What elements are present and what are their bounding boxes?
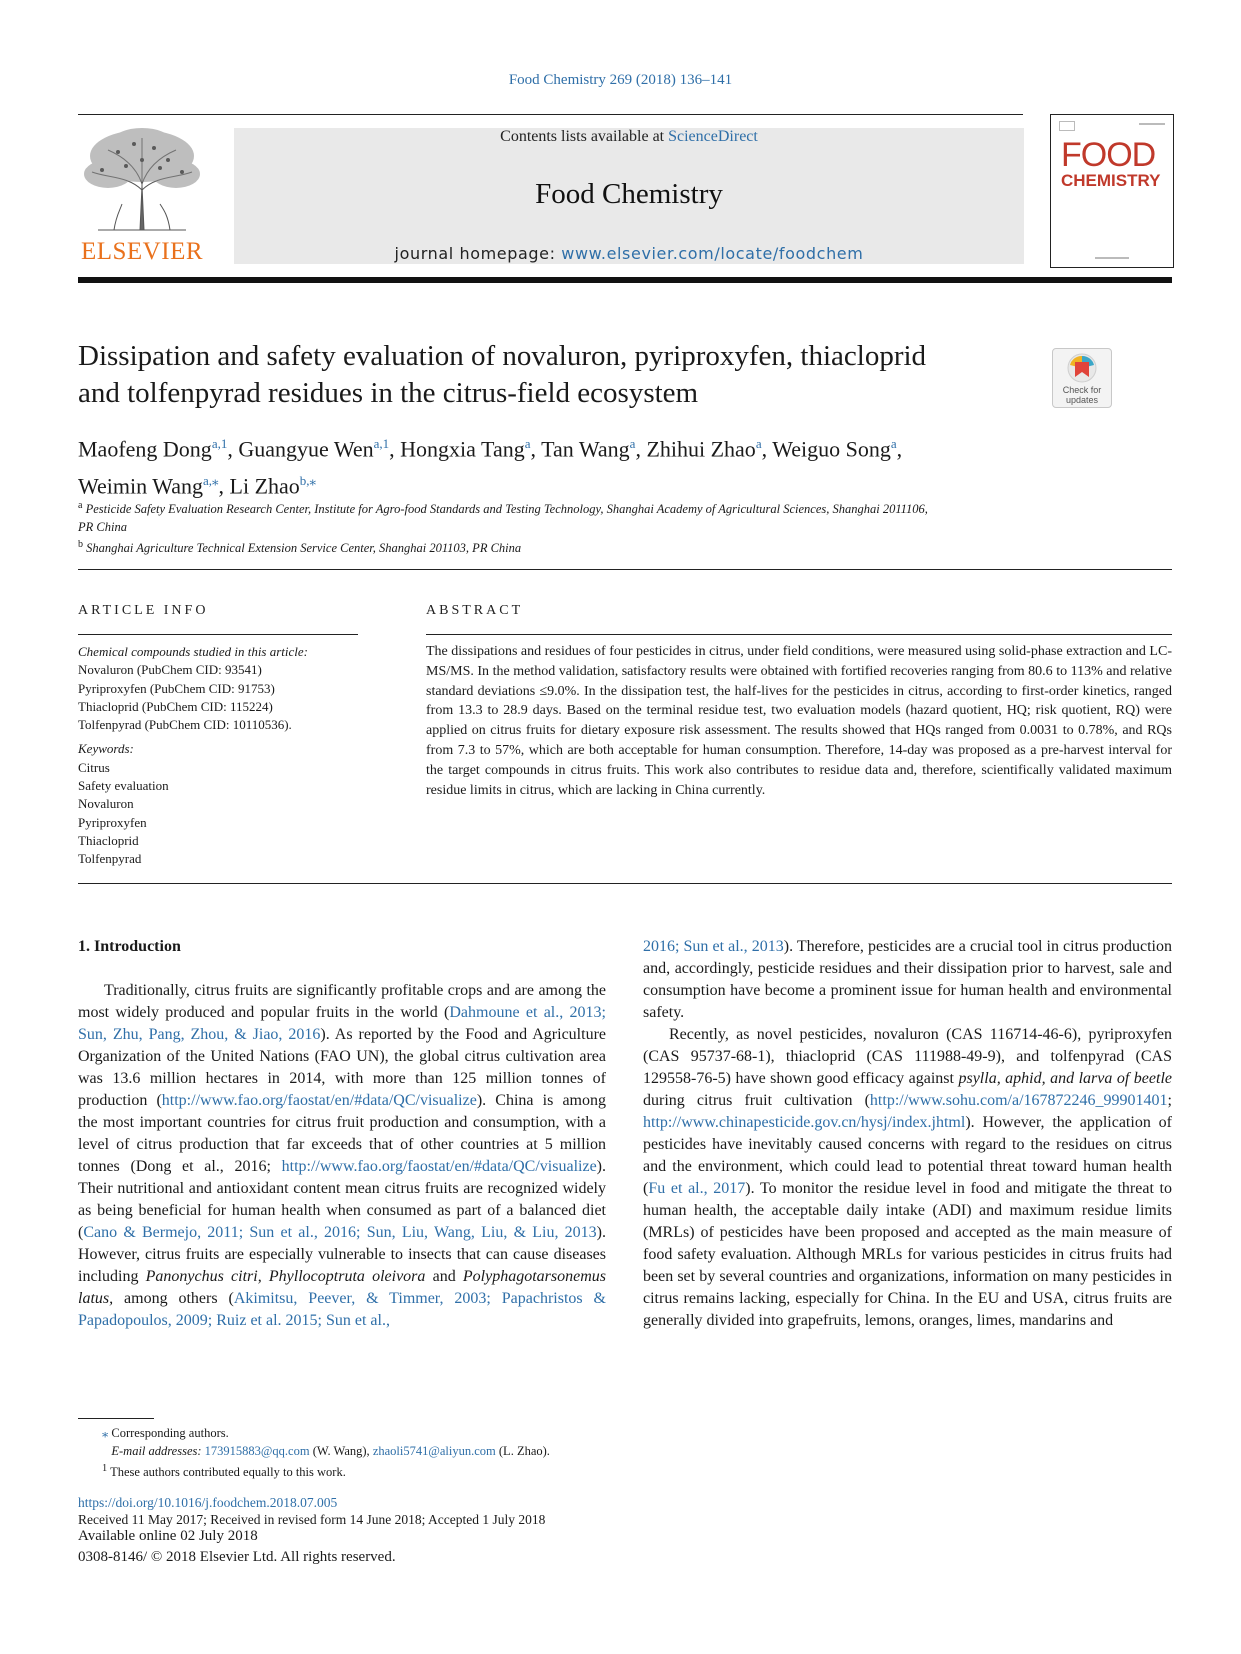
keywords-label: Keywords:	[78, 741, 134, 757]
author-affiliation-mark[interactable]: a	[890, 436, 897, 451]
affiliation-b-line: Shanghai Agriculture Technical Extension Service Center, Shanghai 201103, PR China	[86, 541, 522, 556]
compound-item: Tolfenpyrad (PubChem CID: 10110536).	[78, 717, 292, 733]
italic-text: Polyphagotarsonemus latus,	[78, 1268, 607, 1307]
keyword-item: Thiacloprid	[78, 832, 139, 848]
citation-link[interactable]: 2016; Sun et al., 2013	[643, 938, 784, 955]
intro-paragraph-1	[78, 980, 606, 1332]
text-run: ). However, citrus fruits are especially vulnerable to insects that can cause diseases including	[78, 1224, 606, 1285]
intro-paragraph-1-cont	[643, 936, 1172, 1024]
author-affiliation-mark[interactable]: a	[629, 436, 636, 451]
publication-info	[78, 1494, 698, 1566]
author-separator: ,	[389, 436, 401, 462]
section-heading: 1. Introduction	[78, 938, 181, 955]
homepage-prefix: journal homepage:	[394, 244, 562, 263]
text-run: ). Therefore, pesticides are a crucial tool in citrus production and, accordingly, pesticide residues and their dissipation prior to harvest, sale and consumption have become a prominent issue for human health and environmental safety.	[643, 938, 1172, 1021]
text-run: during citrus fruit cultivation (	[643, 1092, 870, 1109]
author-separator: ,	[530, 436, 542, 462]
keyword-item: Tolfenpyrad	[78, 851, 142, 867]
citation-link[interactable]: http://www.chinapesticide.gov.cn/hysj/index.jhtml	[643, 1114, 966, 1131]
email-owner: (L. Zhao).	[495, 1444, 550, 1458]
author-name[interactable]: Zhihui Zhao	[646, 436, 756, 462]
citation-link[interactable]: Fu et al., 2017	[648, 1180, 746, 1197]
abstract-heading: ABSTRACT	[426, 603, 524, 618]
journal-title: Food Chemistry	[535, 178, 723, 210]
article-info-rule	[78, 634, 358, 635]
italic-text: psylla, aphid, and larva of beetle	[958, 1070, 1173, 1087]
text-run: ). To monitor the residue level in food and mitigate the threat to human health, the acceptable daily intake (ADI) and maximum residue limits (MRLs) of pesticides have been proposed and accepted as the main measure of food safety evaluation. Although MRLs for various pesticides in citrus fruits had been set by several countries and organizations, information on many pesticides in citrus remains lacking, especially for China. In the EU and USA, citrus fruits are generally divided into grapefruits, lemons, oranges, limes, mandarins and	[643, 1180, 1173, 1329]
cover-word-food: FOOD	[1061, 136, 1156, 174]
affiliations	[78, 497, 1038, 557]
abstract-rule	[426, 634, 1172, 635]
title-line-2: and tolfenpyrad residues in the citrus-field ecosystem	[78, 377, 699, 409]
citation-link[interactable]: Akimitsu, Peever, & Timmer, 2003; Papachristos & Papadopoulos, 2009; Ruiz et al. 2015; Sun et al.,	[78, 1290, 606, 1329]
author-name[interactable]: Tan Wang	[541, 436, 630, 462]
homepage-link[interactable]: www.elsevier.com/locate/foodchem	[561, 244, 864, 263]
citation-link[interactable]: Cano & Bermejo, 2011; Sun et al., 2016; Sun, Liu, Wang, Liu, & Liu, 2013	[83, 1224, 597, 1241]
equal-contribution-text: These authors contributed equally to this work.	[110, 1465, 346, 1480]
intro-paragraph-2	[643, 1024, 1172, 1332]
header-thick-rule	[78, 277, 1172, 283]
copyright: 0308-8146/ © 2018 Elsevier Ltd. All rights reserved.	[78, 1549, 396, 1565]
italic-text: Panonychus citri, Phyllocoptruta oleivora	[145, 1268, 426, 1285]
homepage-line	[234, 244, 1024, 263]
check-for-updates-button[interactable]	[1052, 348, 1112, 408]
cover-logo-icon	[1059, 121, 1075, 131]
email-owner: (W. Wang),	[309, 1444, 373, 1458]
text-run: ). However, the application of pesticides have inevitably caused concerns with regard to the residues on citrus and the environment, which could lead to potential threat toward human health (	[643, 1114, 1172, 1197]
footnote-rule	[78, 1418, 154, 1419]
author-affiliation-mark[interactable]: b,⁎	[299, 473, 317, 489]
doi-link[interactable]: https://doi.org/10.1016/j.foodchem.2018.07.005	[78, 1495, 338, 1510]
compound-item: Thiacloprid (PubChem CID: 115224)	[78, 698, 273, 714]
author-name[interactable]: Guangyue Wen	[238, 436, 374, 462]
article-info	[78, 643, 378, 869]
text-run: ). Their nutritional and antioxidant content mean citrus fruits are recognized widely as being beneficial for human health when consumed as part of a balanced diet (	[78, 1158, 606, 1241]
citation-link[interactable]: Dahmoune et al., 2013; Sun, Zhu, Pang, Zhou, & Jiao, 2016	[78, 1004, 606, 1043]
cover-footer-mark	[1095, 257, 1129, 259]
author-affiliation-mark[interactable]: a,1	[211, 436, 228, 451]
cover-issn-mark	[1139, 123, 1165, 125]
author-separator: ,	[218, 473, 230, 499]
compound-item: Pyriproxyfen (PubChem CID: 91753)	[78, 680, 275, 696]
title-line-1: Dissipation and safety evaluation of novaluron, pyriproxyfen, thiacloprid	[78, 340, 927, 372]
article-info-heading: ARTICLE INFO	[78, 603, 209, 618]
author-name[interactable]: Hongxia Tang	[400, 436, 525, 462]
author-name[interactable]: Weiguo Song	[772, 436, 891, 462]
keyword-item: Citrus	[78, 759, 110, 775]
text-run: Traditionally, citrus fruits are significantly profitable crops and are among the most widely produced and popular fruits in the world (	[78, 982, 606, 1021]
crossmark-label: Check for updates	[1062, 385, 1102, 405]
elsevier-wordmark: ELSEVIER	[80, 238, 204, 265]
footnote-mark: 1	[102, 1463, 108, 1474]
sciencedirect-link[interactable]: ScienceDirect	[668, 128, 758, 145]
author-separator: ,	[635, 436, 647, 462]
email-label: E-mail addresses:	[111, 1444, 202, 1458]
email-note	[78, 1442, 638, 1460]
contents-prefix: Contents lists available at	[500, 128, 669, 145]
abstract-text: The dissipations and residues of four pesticides in citrus, under field conditions, were measured using solid-phase extraction and LC-MS/MS. In the method validation, satisfactory results were obtained with fortified recoveries ranging from 80.6 to 113% and relative standard deviations ≤9.0%. In the dissipation test, the half-lives for the pesticides in citrus, according to first-order kinetics, ranged from 13.3 to 28.9 days. Based on the terminal residue test, two evaluation models (hazard quotient, HQ; risk quotient, RQ) were applied on citrus fruits for dietary exposure risk assessment. The results showed that HQs ranged from 0.0031 to 0.78%, and RQs from 7.3 to 57%, which are both acceptable for human consumption. Therefore, 14-day was proposed as a pre-harvest interval for the target compounds in citrus fruits. This work also contributes to residue data and, therefore, scientifically validated maximum residue limits in citrus, which are lacking in China currently.	[426, 644, 1172, 798]
author-list	[78, 428, 1038, 503]
citation-link[interactable]: http://www.fao.org/faostat/en/#data/QC/visualize	[161, 1092, 477, 1109]
corresponding-text: Corresponding authors.	[111, 1426, 229, 1440]
tree-emblem-icon	[78, 126, 206, 234]
section-rule	[78, 883, 1172, 884]
author-affiliation-mark[interactable]: a,⁎	[202, 473, 219, 489]
equal-contribution-note	[78, 1460, 638, 1481]
footnotes	[78, 1424, 638, 1481]
affiliation-a-line-1: Pesticide Safety Evaluation Research Center, Institute for Agro-food Standards and Testing Technology, Shanghai Academy of Agricultural Sciences, Shanghai 2011106,	[85, 502, 928, 517]
contents-line	[234, 128, 1024, 146]
affiliation-mark: a	[78, 500, 83, 511]
author-name[interactable]: Weimin Wang	[78, 473, 203, 499]
journal-cover[interactable]	[1050, 114, 1174, 268]
affiliation-b	[78, 536, 1038, 557]
paper-title	[78, 338, 1018, 412]
citation-link[interactable]: http://www.sohu.com/a/167872246_99901401	[869, 1092, 1168, 1109]
text-run: ;	[1167, 1092, 1172, 1109]
keyword-item: Safety evaluation	[78, 778, 169, 794]
author-separator: ,	[896, 436, 903, 462]
compound-item: Novaluron (PubChem CID: 93541)	[78, 662, 262, 678]
text-run: ). China is among the most important countries for citrus fruit production and consumption, with a level of citrus production that far exceeds that of other countries at 5 million tonnes (Dong et al., 2016;	[78, 1092, 606, 1175]
crossmark-icon	[1053, 349, 1111, 385]
journal-banner	[234, 128, 1024, 264]
affiliation-a-line-2: PR China	[78, 520, 127, 535]
compounds-label: Chemical compounds studied in this article:	[78, 644, 309, 659]
body-column-right	[643, 936, 1172, 1332]
author-name[interactable]: Maofeng Dong	[78, 436, 212, 462]
author-affiliation-mark[interactable]: a,1	[373, 436, 390, 451]
author-separator: ,	[227, 436, 239, 462]
citation-link[interactable]: http://www.fao.org/faostat/en/#data/QC/visualize	[281, 1158, 597, 1175]
text-run: among others (	[113, 1290, 234, 1307]
header-top-rule	[78, 114, 1023, 115]
footnote-mark: ⁎	[102, 1426, 109, 1440]
received-dates: Received 11 May 2017; Received in revised form 14 June 2018; Accepted 1 July 2018	[78, 1512, 546, 1527]
author-name[interactable]: Li Zhao	[229, 473, 300, 499]
author-affiliation-mark[interactable]: a	[524, 436, 531, 451]
email-link[interactable]: zhaoli5741@aliyun.com	[372, 1444, 496, 1458]
corresponding-note	[78, 1424, 638, 1442]
body-column-left	[78, 936, 606, 1332]
text-run: and	[425, 1268, 463, 1285]
text-run: ). As reported by the Food and Agriculture Organization of the United Nations (FAO UN), the global citrus cultivation area was 13.6 million hectares in 2014, with more than 125 million tonnes of production (	[78, 1026, 606, 1109]
section-rule	[78, 569, 1172, 570]
affiliation-a	[78, 497, 1038, 536]
affiliation-mark: b	[78, 539, 83, 551]
elsevier-logo[interactable]	[78, 126, 206, 266]
keyword-item: Novaluron	[78, 796, 134, 812]
available-online: Available online 02 July 2018	[78, 1528, 258, 1544]
email-link[interactable]: 173915883@qq.com	[204, 1444, 310, 1458]
cover-word-chemistry: CHEMISTRY	[1061, 171, 1161, 190]
author-affiliation-mark[interactable]: a	[755, 436, 762, 451]
keyword-item: Pyriproxyfen	[78, 814, 147, 830]
journal-reference[interactable]: Food Chemistry 269 (2018) 136–141	[508, 72, 733, 88]
text-run: Recently, as novel pesticides, novaluron (CAS 116714-46-6), pyriproxyfen (CAS 95737-68-1), thiacloprid (CAS 111988-49-9), and tolfenpyrad (CAS 129558-76-5) have shown good efficacy against	[643, 1026, 1172, 1087]
author-separator: ,	[761, 436, 773, 462]
